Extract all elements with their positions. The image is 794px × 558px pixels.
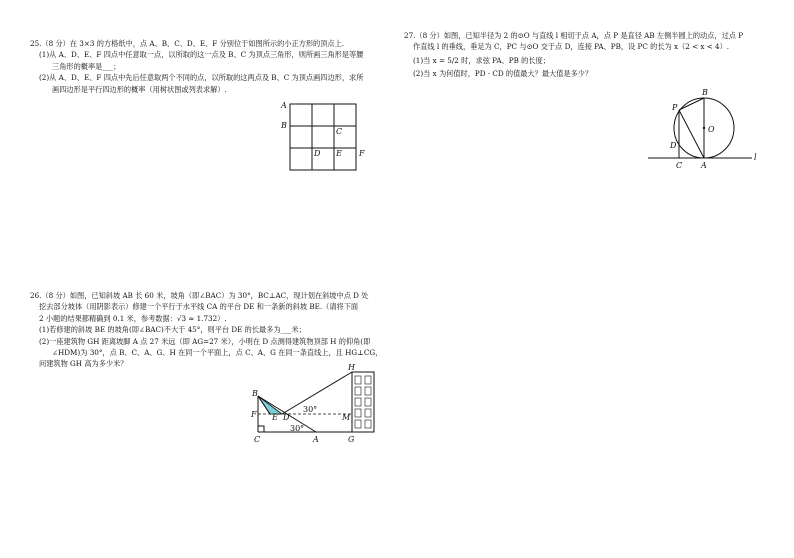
q26-label-d: D [283, 413, 290, 422]
q26-line-6: ∠HDM)为 30°，点 B、C、A、G、H 在同一个平面上，点 C、A、G 在同一条直线上，且 HG⊥CG， [52, 348, 383, 358]
q26-angle-hdm: 30° [303, 405, 318, 414]
q27-label-d: D [670, 141, 677, 150]
q27-label-c: C [676, 161, 683, 170]
q25-line-1: 25.（8 分）在 3×3 的方格纸中，点 A、B、C、D、E、F 分别位于如图所示的小正方形的顶点上. [30, 39, 345, 48]
q26-label-b: B [252, 389, 258, 398]
q25-grid-figure [278, 96, 368, 172]
q26-line-3: 2 小题的结果都精确到 0.1 米，参考数据：√3 ≈ 1.732）. [39, 313, 227, 323]
q26-line-5: (2)一座建筑物 GH 距离坡脚 A 点 27 米远（即 AG=27 米），小明在 D 点测得建筑物顶部 H 的仰角(即 [39, 336, 371, 346]
q27-label-b: B [702, 88, 708, 97]
q25-label-e: E [336, 149, 342, 158]
q25-label-a: A [281, 101, 287, 110]
q26-label-m: M [342, 413, 351, 422]
q27-center-dot [703, 127, 705, 129]
q26-angle-bac: 30° [290, 424, 305, 433]
q26-label-e: E [272, 413, 278, 422]
q26-line-2: 挖去部分坡体（用阴影表示）修建一个平行于水平线 CA 的平台 DE 和一条新的斜坡 BE.（请将下面 [39, 302, 359, 312]
q26-slope-figure [248, 362, 390, 444]
q25-label-c: C [336, 127, 343, 136]
q27-label-p: P [672, 103, 678, 112]
q25-label-b: B [281, 121, 287, 130]
question-25 [30, 38, 385, 95]
q27-label-l: l [754, 153, 757, 162]
q27-line-4: (2)当 x 为何值时，PD · CD 的值最大？最大值是多少？ [413, 69, 593, 79]
q27-label-a: A [701, 161, 707, 170]
q26-label-a: A [313, 435, 319, 444]
q25-line-4: (2)从 A、D、E、F 四点中先后任意取两个不同的点，以所取的这两点及 B、C 为顶点画四边形，求所 [39, 73, 364, 83]
q25-line-2: (1)从 A、D、E、F 四点中任意取一点，以所取的这一点及 B、C 为顶点三角形，则所画三角形是等腰 [39, 50, 364, 60]
q26-line-4: (1)若修建的斜坡 BE 的坡角(即∠BAC)不大于 45°，则平台 DE 的长最多为___米； [39, 325, 306, 335]
q26-line-7: 问建筑物 GH 高为多少米？ [39, 359, 128, 369]
q26-label-g: G [348, 435, 355, 444]
q27-circle-figure [646, 86, 762, 172]
q27-label-o: O [708, 125, 715, 134]
question-27 [404, 30, 774, 80]
q25-label-d: D [314, 149, 321, 158]
q25-line-3: 三角形的概率是___； [52, 61, 121, 71]
q27-line-3: (1)当 x = 5/2 时，求弦 PA、PB 的长度； [413, 55, 550, 65]
q26-label-c: C [254, 435, 261, 444]
q26-line-1: 26.（8 分）如图，已知斜坡 AB 长 60 米，坡角（即∠BAC）为 30°，BC⊥AC，现计划在斜坡中点 D 处 [30, 291, 369, 300]
question-26 [30, 290, 395, 370]
q26-label-h: H [348, 363, 355, 372]
q27-line-2: 作直线 l 的垂线，垂足为 C，PC 与⊙O 交于点 D，连接 PA、PB，设 PC 的长为 x（2 < x < 4）. [413, 42, 730, 52]
q27-line-1: 27.（8 分）如图，已知半径为 2 的⊙O 与直线 l 相切于点 A，点 P 是直径 AB 左侧半圆上的动点，过点 P [404, 31, 744, 40]
q25-line-5: 画四边形是平行四边形的概率（用树状图或列表求解）. [52, 84, 227, 94]
q25-label-f: F [359, 149, 365, 158]
q26-label-f: F [251, 410, 257, 419]
